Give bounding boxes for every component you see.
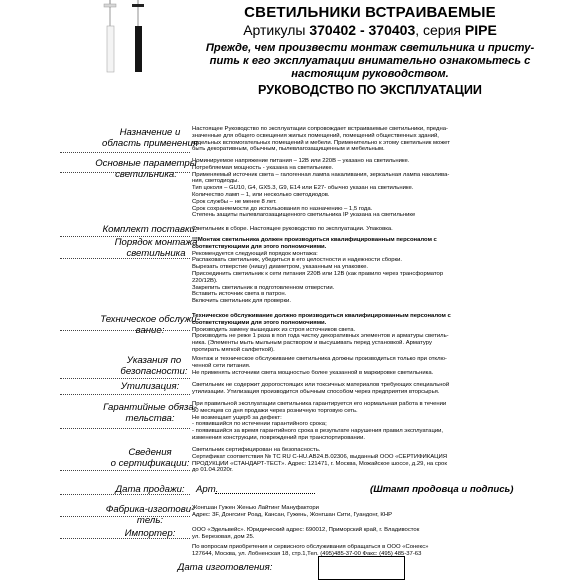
mount-label: Порядок монтажа светильника <box>114 237 198 259</box>
cert-label: Сведения о сертификации: <box>110 447 190 469</box>
kit-label: Комплект поставки: <box>102 224 198 235</box>
pendant-lamps-illustration <box>98 0 158 74</box>
divider <box>60 394 190 395</box>
manufacturer-label: Фабрика-изготови- тель: <box>105 504 195 526</box>
article-underline <box>215 493 315 494</box>
divider <box>60 258 190 259</box>
safety-text: Монтаж и техническое обслуживание светильника должны производиться только при отклю- ченной сети питания. Не применять источники света мощностью более указанной в маркировке светильника. <box>192 356 447 376</box>
divider <box>60 428 190 429</box>
kit-text: Светильник в сборе. Настоящее руководство по эксплуатации. Упаковка. <box>192 226 393 232</box>
black-lamp <box>135 26 142 72</box>
warning-text: Прежде, чем произвести монтаж светильника и присту- пить к его эксплуатации внимательно ознакомьтесь с настоящим руководством. <box>205 42 535 80</box>
article-label: Арт. <box>196 484 219 495</box>
manual-title: РУКОВОДСТВО ПО ЭКСПЛУАТАЦИИ <box>258 83 482 97</box>
importer-label: Импортер: <box>124 528 176 539</box>
mount-text: !!!Монтаж светильника должен производиться квалифицированным персоналом с соответствующими для этого полномочиями. Рекомендуется следующий порядок монтажа: Распаковать светильник, убедиться в его целостности и надежности сборки. Вырезать отверстие (нишу) диаметром, указанным на упаковке. Присоединить светильник к сети питания 220В или 12В (как правило через трансформатор 220/12В). Закрепить светильник в подготовленном отверстии. Вставить источник света в патрон. Включить светильник для проверки. <box>192 237 444 305</box>
manufacture-date-label: Дата изготовления: <box>177 562 273 573</box>
cert-text: Светильник сертифицирован на безопасность. Сертификат соответствия № ТС RU C-HU.AB24.В.02306, выданный ООО «СЕРТИФИКАЦИЯ ПРОДУКЦИИ «СТАНДАРТ-ТЕСТ». Адрес: 121471, г. Москва, Можайское шоссе, д.29, на срок до 01.04.2020г. <box>192 447 448 474</box>
divider <box>60 470 190 471</box>
purpose-label: Назначение и область применения <box>102 127 198 149</box>
manufacture-date-box <box>318 556 405 580</box>
divider <box>60 494 190 495</box>
support-text: По вопросам приобретения и сервисного обслуживания обращаться в ООО «Сонекс» 127644, Москва, ул. Лобненская 18, стр.1,Тел. (495)485-37-00 Факс: (495) 485-37-63 <box>192 544 429 557</box>
manufacturer-text: Жонгшан Гужен Женью Лайтинг Мануфактори Адрес: 3F, Донгсинг Роад, Кансан, Гужень, Жонгшан Сити, Гуандонг, КНР <box>192 505 393 518</box>
warranty-text: При правильной эксплуатации светильника гарантируется его нормальная работа в течении 30 месяцев со дня продажи через розничную торговую сеть. Не возмещает ущерб за дефект: - появившийся по истечении гарантийного срока; - появившийся за время гарантийного срока в результате нарушения правил эксплуатации, изменения конструкции, повреждений при транспортировании. <box>192 401 447 441</box>
service-text: Техническое обслуживание должно производиться квалифицированным персоналом с соответствующими для этого полномочиями. Производить замену вышедших из строя источников света. Производить не реже 1 раза в пол года чистку декоративных элементов и арматуры светиль- ника. (Элементы мыть мыльным раствором и высушивать перед установкой. Арматуру протирать мягкой салфеткой). <box>192 313 451 353</box>
divider <box>60 516 190 517</box>
sale-date-label: Дата продажи: <box>115 484 185 495</box>
disposal-text: Светильник не содержит дорогостоящих или токсичных материалов требующих специальной утилизации. Утилизация производится обычным способом через предприятия вторсырья. <box>192 382 450 395</box>
divider <box>60 152 190 153</box>
params-text: Номинируемое напряжение питания – 12В или 220В – указано на светильнике. Потребляемая мощность - указана на светильнике. Применяемый источник света – галогенная лампа накаливания, зеркальная лампа накалива- ния, светодиоды. Тип цоколя – GU10, G4, GX5.3, G9, E14 или E27- обычно указан на светильнике. Количество ламп – 1, или несколько светодиодов. Срок службы – не менее 8 лет. Срок сохраняемости до использования по назначению – 1,5 года. Степень защиты пылевлагозащищенного светильника IP указана на светильнике <box>192 158 450 219</box>
purpose-text: Настоящее Руководство по эксплуатации сопровождает встраиваемые светильники, предна- значенные для общего освещения жилых помещений, помещений общественных зданий, отдельных вспомогательных помещений и мебели. Применительно к этому светильник может быть декоративным, обычным, пылевлагозащищенным и мебельным. <box>192 126 450 153</box>
divider <box>60 378 190 379</box>
divider <box>60 330 190 331</box>
warranty-label: Гарантийные обяза- тельства: <box>103 402 197 424</box>
articles-line: Артикулы 370402 - 370403, серия PIPE <box>243 22 497 38</box>
doc-title: СВЕТИЛЬНИКИ ВСТРАИВАЕМЫЕ <box>244 4 496 21</box>
stamp-hint: (Штамп продовца и подпись) <box>370 484 514 495</box>
disposal-label: Утилизация: <box>120 381 180 392</box>
divider <box>60 538 190 539</box>
params-label: Основные параметры светильника: <box>95 158 197 180</box>
divider <box>60 172 190 173</box>
safety-label: Указания по безопасности: <box>120 355 188 377</box>
white-lamp <box>107 26 114 72</box>
importer-text: ООО «Эдельвейс». Юридический адрес: 690012, Приморский край, г. Владивосток ул. Березовая, дом 25. <box>192 527 420 540</box>
service-label: Техническое обслужи- вание: <box>100 314 200 336</box>
